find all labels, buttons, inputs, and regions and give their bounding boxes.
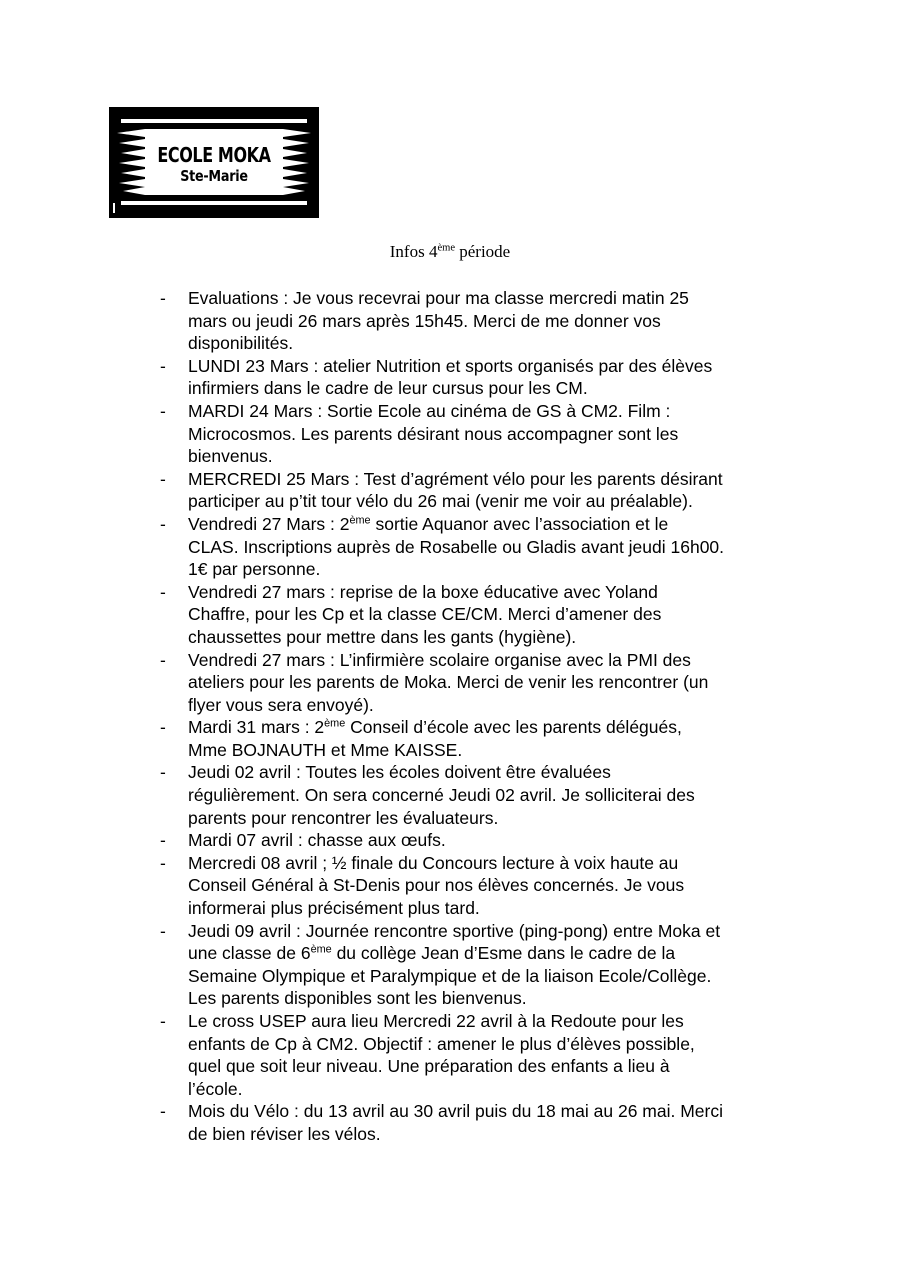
item-text: MARDI 24 Mars : Sortie Ecole au cinéma de GS à CM2. Film : Microcosmos. Les parents désirant nous accompagner sont les bienvenus. xyxy=(188,400,679,467)
bullet-dash: - xyxy=(160,649,166,670)
item-text: MERCREDI 25 Mars : Test d’agrément vélo pour les parents désirant participer au p’tit tour vélo du 26 mai (venir me voir au préalable). xyxy=(188,468,723,512)
item-text: LUNDI 23 Mars : atelier Nutrition et sports organisés par des élèves infirmiers dans le cadre de leur cursus pour les CM. xyxy=(188,355,713,399)
bullet-dash: - xyxy=(160,717,166,738)
item-text: Mardi 31 mars : 2ème Conseil d’école avec les parents délégués, Mme BOJNAUTH et Mme KAISSE. xyxy=(188,717,682,760)
list-item xyxy=(160,400,820,468)
list-item xyxy=(160,468,820,513)
bullet-dash: - xyxy=(160,852,166,873)
logo-location: Ste-Marie xyxy=(180,167,248,185)
list-item xyxy=(160,920,820,1010)
bullet-dash: - xyxy=(160,1011,166,1031)
item-text: Mardi 07 avril : chasse aux œufs. xyxy=(188,830,446,851)
title-prefix: Infos 4 xyxy=(389,242,438,261)
info-list xyxy=(160,287,820,1146)
bullet-dash: - xyxy=(160,355,166,376)
list-item xyxy=(160,829,820,852)
item-text: Jeudi 09 avril : Journée rencontre sportive (ping-pong) entre Moka et une classe de 6ème du collège Jean d’Esme dans le cadre de la Semaine Olympique et Paralympique et de la liaison Ecole/Collège. Les parents disponibles sont les bienvenus. xyxy=(188,920,721,1009)
bullet-dash: - xyxy=(160,1101,166,1122)
list-item xyxy=(160,581,820,649)
list-item xyxy=(160,513,820,581)
bullet-dash: - xyxy=(160,581,166,602)
logo-school-name: ECOLE MOKA xyxy=(157,143,271,167)
item-text: Vendredi 27 Mars : 2ème sortie Aquanor avec l’association et le CLAS. Inscriptions auprès de Rosabelle ou Gladis avant jeudi 16h00. 1€ par personne. xyxy=(188,513,725,580)
list-item xyxy=(160,716,820,761)
item-text: Mercredi 08 avril ; ½ finale du Concours lecture à voix haute au Conseil Général à St-Denis pour nos élèves concernés. Je vous informerai plus précisément plus tard. xyxy=(188,852,685,919)
school-logo xyxy=(109,107,319,218)
title-suffix: période xyxy=(455,242,511,261)
list-item xyxy=(160,649,820,717)
item-text: Le cross USEP aura lieu Mercredi 22 avril à la Redoute pour les enfants de Cp à CM2. Objectif : amener le plus d’élèves possible, quel que soit leur niveau. Une préparation des enfants a lieu à l’école. xyxy=(188,1011,695,1099)
list-item xyxy=(160,1010,820,1100)
bullet-dash: - xyxy=(160,468,166,489)
list-item xyxy=(160,1100,820,1145)
item-text: Jeudi 02 avril : Toutes les écoles doivent être évaluées régulièrement. On sera concerné Jeudi 02 avril. Je solliciterai des parents pour rencontrer les évaluateurs. xyxy=(188,762,695,828)
bullet-dash: - xyxy=(160,513,166,534)
list-item xyxy=(160,355,820,400)
bullet-dash: - xyxy=(160,762,166,783)
bullet-dash: - xyxy=(160,920,166,941)
list-item xyxy=(160,761,820,829)
bullet-dash: - xyxy=(160,400,166,421)
title-superscript: ème xyxy=(437,242,455,254)
page-title xyxy=(0,242,900,262)
item-text: Vendredi 27 mars : L’infirmière scolaire organise avec la PMI des ateliers pour les parents de Moka. Merci de venir les rencontrer (un flyer vous sera envoyé). xyxy=(188,649,709,715)
item-text: Vendredi 27 mars : reprise de la boxe éducative avec Yoland Chaffre, pour les Cp et la classe CE/CM. Merci d’amener des chaussettes pour mettre dans les gants (hygiène). xyxy=(188,581,662,647)
item-text: Evaluations : Je vous recevrai pour ma classe mercredi matin 25 mars ou jeudi 26 mars après 15h45. Merci de me donner vos disponibilités. xyxy=(188,288,689,354)
item-text: Mois du Vélo : du 13 avril au 30 avril puis du 18 mai au 26 mai. Merci de bien réviser les vélos. xyxy=(188,1101,723,1144)
list-item xyxy=(160,287,820,355)
bullet-dash: - xyxy=(160,288,166,308)
bullet-dash: - xyxy=(160,830,166,851)
list-item xyxy=(160,852,820,920)
